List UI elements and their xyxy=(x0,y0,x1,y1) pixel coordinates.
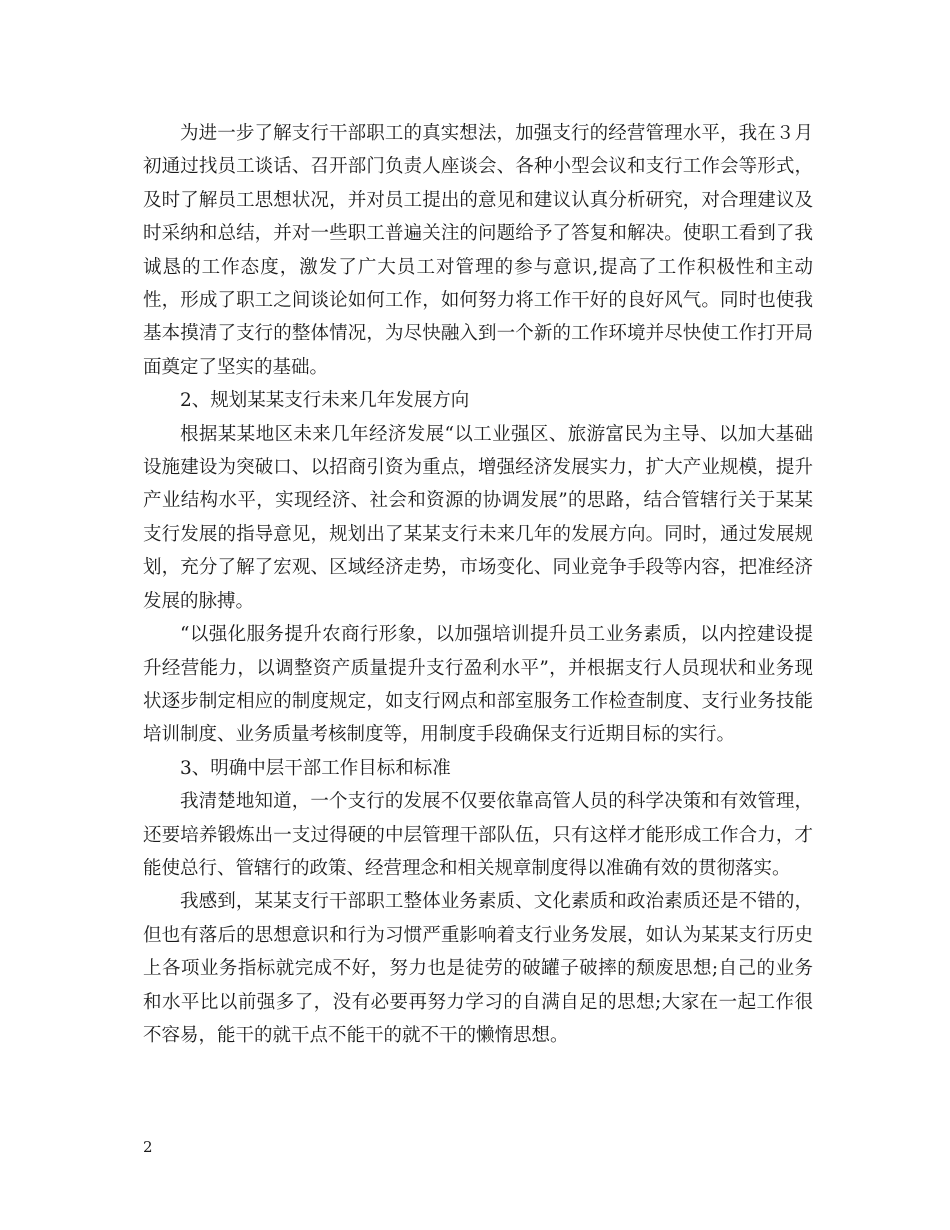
body-paragraph: 我感到，某某支行干部职工整体业务素质、文化素质和政治素质还是不错的，但也有落后的思想意识和行为习惯严重影响着支行业务发展，如认为某某支行历史上各项业务指标就完成不好，努力也是徒劳的破罐子破摔的颓废思想;自己的业务和水平比以前强多了，没有必要再努力学习的自满自足的思想;大家在一起工作很不容易，能干的就干点不能干的就不干的懒惰思想。 xyxy=(143,891,813,1046)
body-paragraph: 根据某某地区未来几年经济发展“以工业强区、旅游富民为主导、以加大基础设施建设为突破口、以招商引资为重点，增强经济发展实力，扩大产业规模，提升产业结构水平，实现经济、社会和资源的协调发展”的思路，结合管辖行关于某某支行发展的指导意见，规划出了某某支行未来几年的发展方向。同时，通过发展规划，充分了解了宏观、区域经济走势，市场变化、同业竞争手段等内容，把准经济发展的脉搏。 xyxy=(143,423,813,612)
body-paragraph: 我清楚地知道，一个支行的发展不仅要依靠高管人员的科学决策和有效管理，还要培养锻炼出一支过得硬的中层管理干部队伍，只有这样才能形成工作合力，才能使总行、管辖行的政策、经营理念和相关规章制度得以准确有效的贯彻落实。 xyxy=(143,791,813,879)
section-heading: 2、规划某某支行未来几年发展方向 xyxy=(180,390,470,412)
page-number: 2 xyxy=(143,1138,153,1156)
document-body xyxy=(143,117,813,1052)
body-paragraph: “以强化服务提升农商行形象，以加强培训提升员工业务素质，以内控建设提升经营能力，以调整资产质量提升支行盈利水平”，并根据支行人员现状和业务现状逐步制定相应的制度规定，如支行网点和部室服务工作检查制度、支行业务技能培训制度、业务质量考核制度等，用制度手段确保支行近期目标的实行。 xyxy=(143,624,813,746)
section-heading: 3、明确中层干部工作目标和标准 xyxy=(180,757,451,779)
body-paragraph: 为进一步了解支行干部职工的真实想法，加强支行的经营管理水平，我在３月初通过找员工谈话、召开部门负责人座谈会、各种小型会议和支行工作会等形式，及时了解员工思想状况，并对员工提出的意见和建议认真分析研究，对合理建议及时采纳和总结，并对一些职工普遍关注的问题给予了答复和解决。使职工看到了我诚恳的工作态度，激发了广大员工对管理的参与意识,提高了工作积极性和主动性，形成了职工之间谈论如何工作，如何努力将工作干好的良好风气。同时也使我基本摸清了支行的整体情况，为尽快融入到一个新的工作环境并尽快使工作打开局面奠定了坚实的基础。 xyxy=(143,123,813,378)
